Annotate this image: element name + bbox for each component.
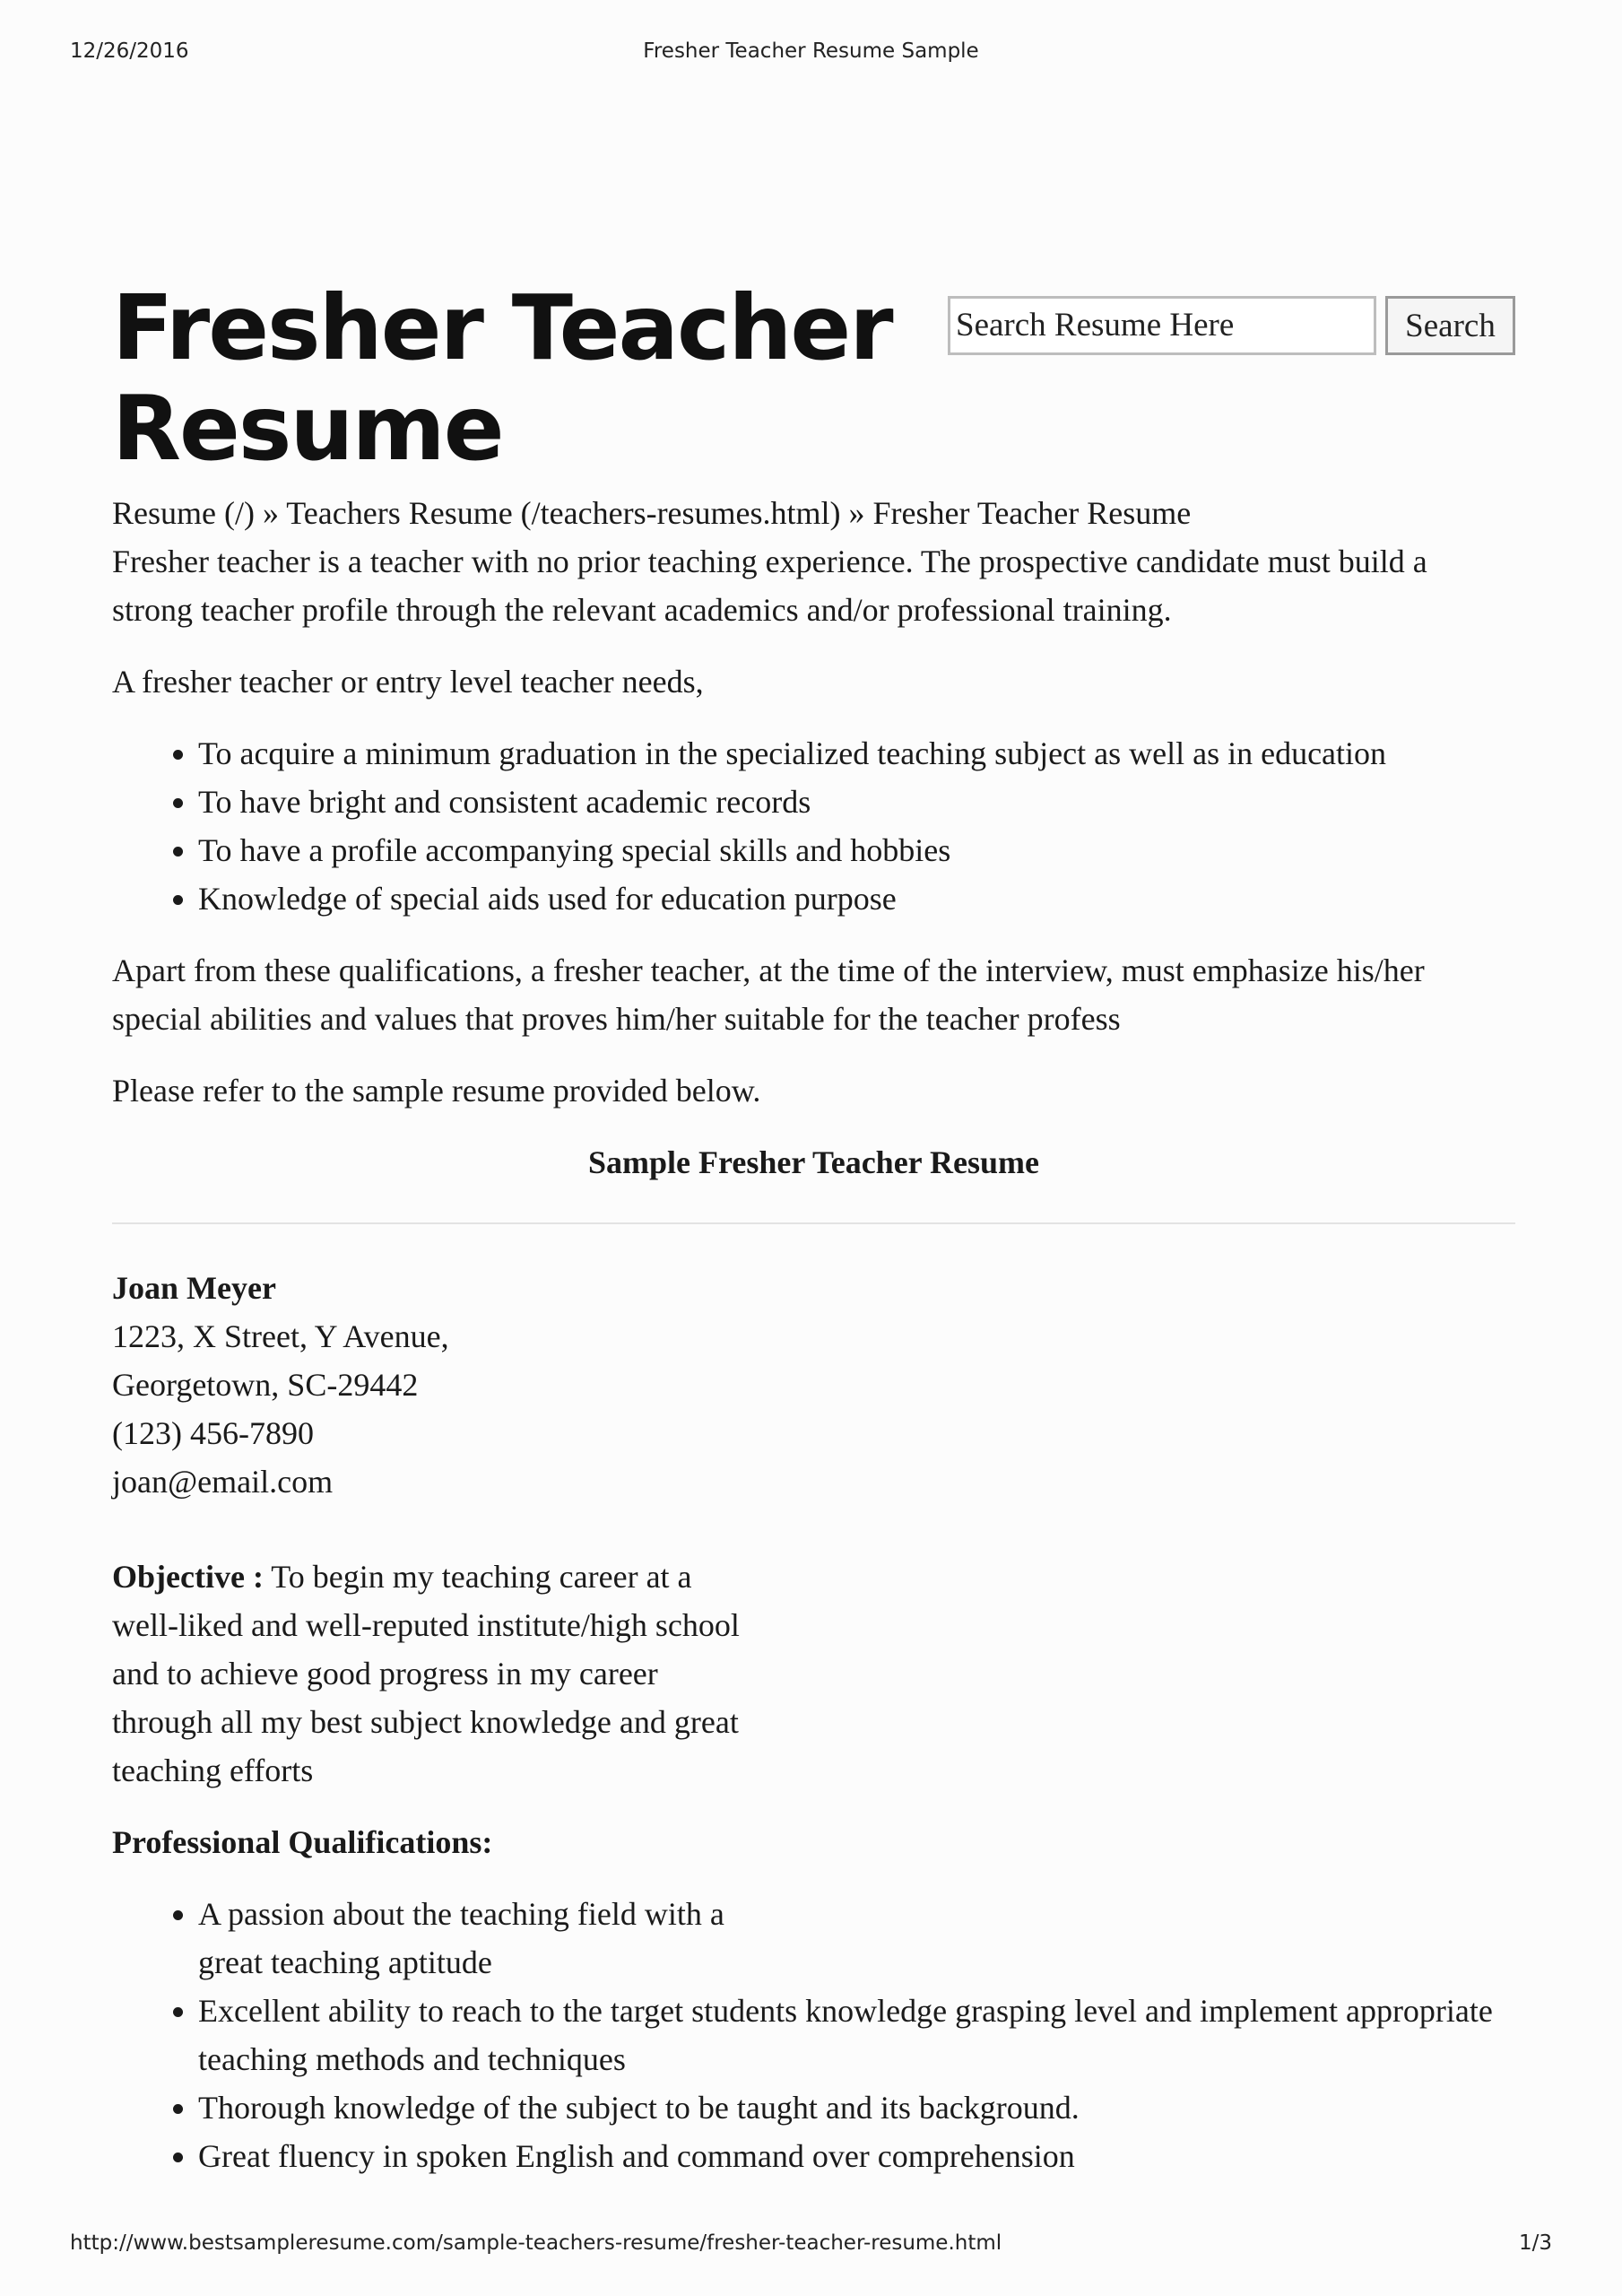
resume-phone: (123) 456-7890: [112, 1415, 314, 1451]
resume-address-line2: Georgetown, SC-29442: [112, 1367, 419, 1403]
list-item: • To have a profile accompanying special skills and hobbies: [198, 826, 1515, 874]
divider: [112, 1222, 1515, 1224]
print-date: 12/26/2016: [70, 39, 189, 63]
list-item: • Excellent ability to reach to the target students knowledge grasping level and implement appropriate teaching methods and techniques: [198, 1987, 1515, 2083]
list-item: • Great fluency in spoken English and command over comprehension: [198, 2132, 1515, 2180]
needs-lead: A fresher teacher or entry level teacher needs,: [112, 664, 704, 700]
page-number: 1/3: [1518, 2231, 1552, 2255]
print-footer: [70, 2231, 1552, 2258]
print-url: http://www.bestsampleresume.com/sample-teachers-resume/fresher-teacher-resume.html: [70, 2231, 1002, 2255]
qualifications-heading: Professional Qualifications:: [112, 1824, 493, 1860]
print-header: [70, 39, 1552, 66]
search-button[interactable]: Search: [1385, 296, 1515, 355]
resume-address-line1: 1223, X Street, Y Avenue,: [112, 1318, 449, 1354]
sample-heading: Sample Fresher Teacher Resume: [588, 1144, 1039, 1180]
objective-label: Objective :: [112, 1559, 264, 1595]
intro-paragraph: Fresher teacher is a teacher with no prior teaching experience. The prospective candidate must build a strong teacher profile through the relevant academics and/or professional training.: [112, 544, 1427, 628]
resume-contact: [112, 1264, 1515, 1506]
print-document-title: Fresher Teacher Resume Sample: [643, 39, 979, 63]
breadcrumb[interactable]: Resume (/) » Teachers Resume (/teachers-resumes.html) » Fresher Teacher Resume: [112, 495, 1192, 531]
list-item: • Thorough knowledge of the subject to be taught and its background.: [198, 2083, 1515, 2132]
list-item: • Knowledge of special aids used for education purpose: [198, 874, 1515, 923]
title-row: [112, 275, 1515, 489]
objective-text: To begin my teaching career at a well-liked and well-reputed institute/high school and to achieve good progress in my career through all my best subject knowledge and great teaching efforts: [112, 1559, 740, 1788]
page-content: [112, 275, 1515, 2204]
page-title: Fresher Teacher Resume: [112, 275, 892, 481]
list-item: • To have bright and consistent academic records: [198, 778, 1515, 826]
resume-objective: [112, 1552, 749, 1795]
needs-list: [112, 729, 1515, 923]
refer-paragraph: Please refer to the sample resume provided below.: [112, 1073, 761, 1109]
list-item: • A passion about the teaching field with a great teaching aptitude: [198, 1890, 790, 1987]
resume-name: Joan Meyer: [112, 1270, 276, 1306]
qualifications-list: [112, 1890, 1515, 2180]
list-item: • To acquire a minimum graduation in the specialized teaching subject as well as in education: [198, 729, 1515, 778]
search-input[interactable]: [948, 296, 1376, 355]
resume-email: joan@email.com: [112, 1464, 334, 1500]
apart-paragraph: Apart from these qualifications, a fresher teacher, at the time of the interview, must emphasize his/her special abilities and values that proves him/her suitable for the teacher profess: [112, 952, 1425, 1037]
